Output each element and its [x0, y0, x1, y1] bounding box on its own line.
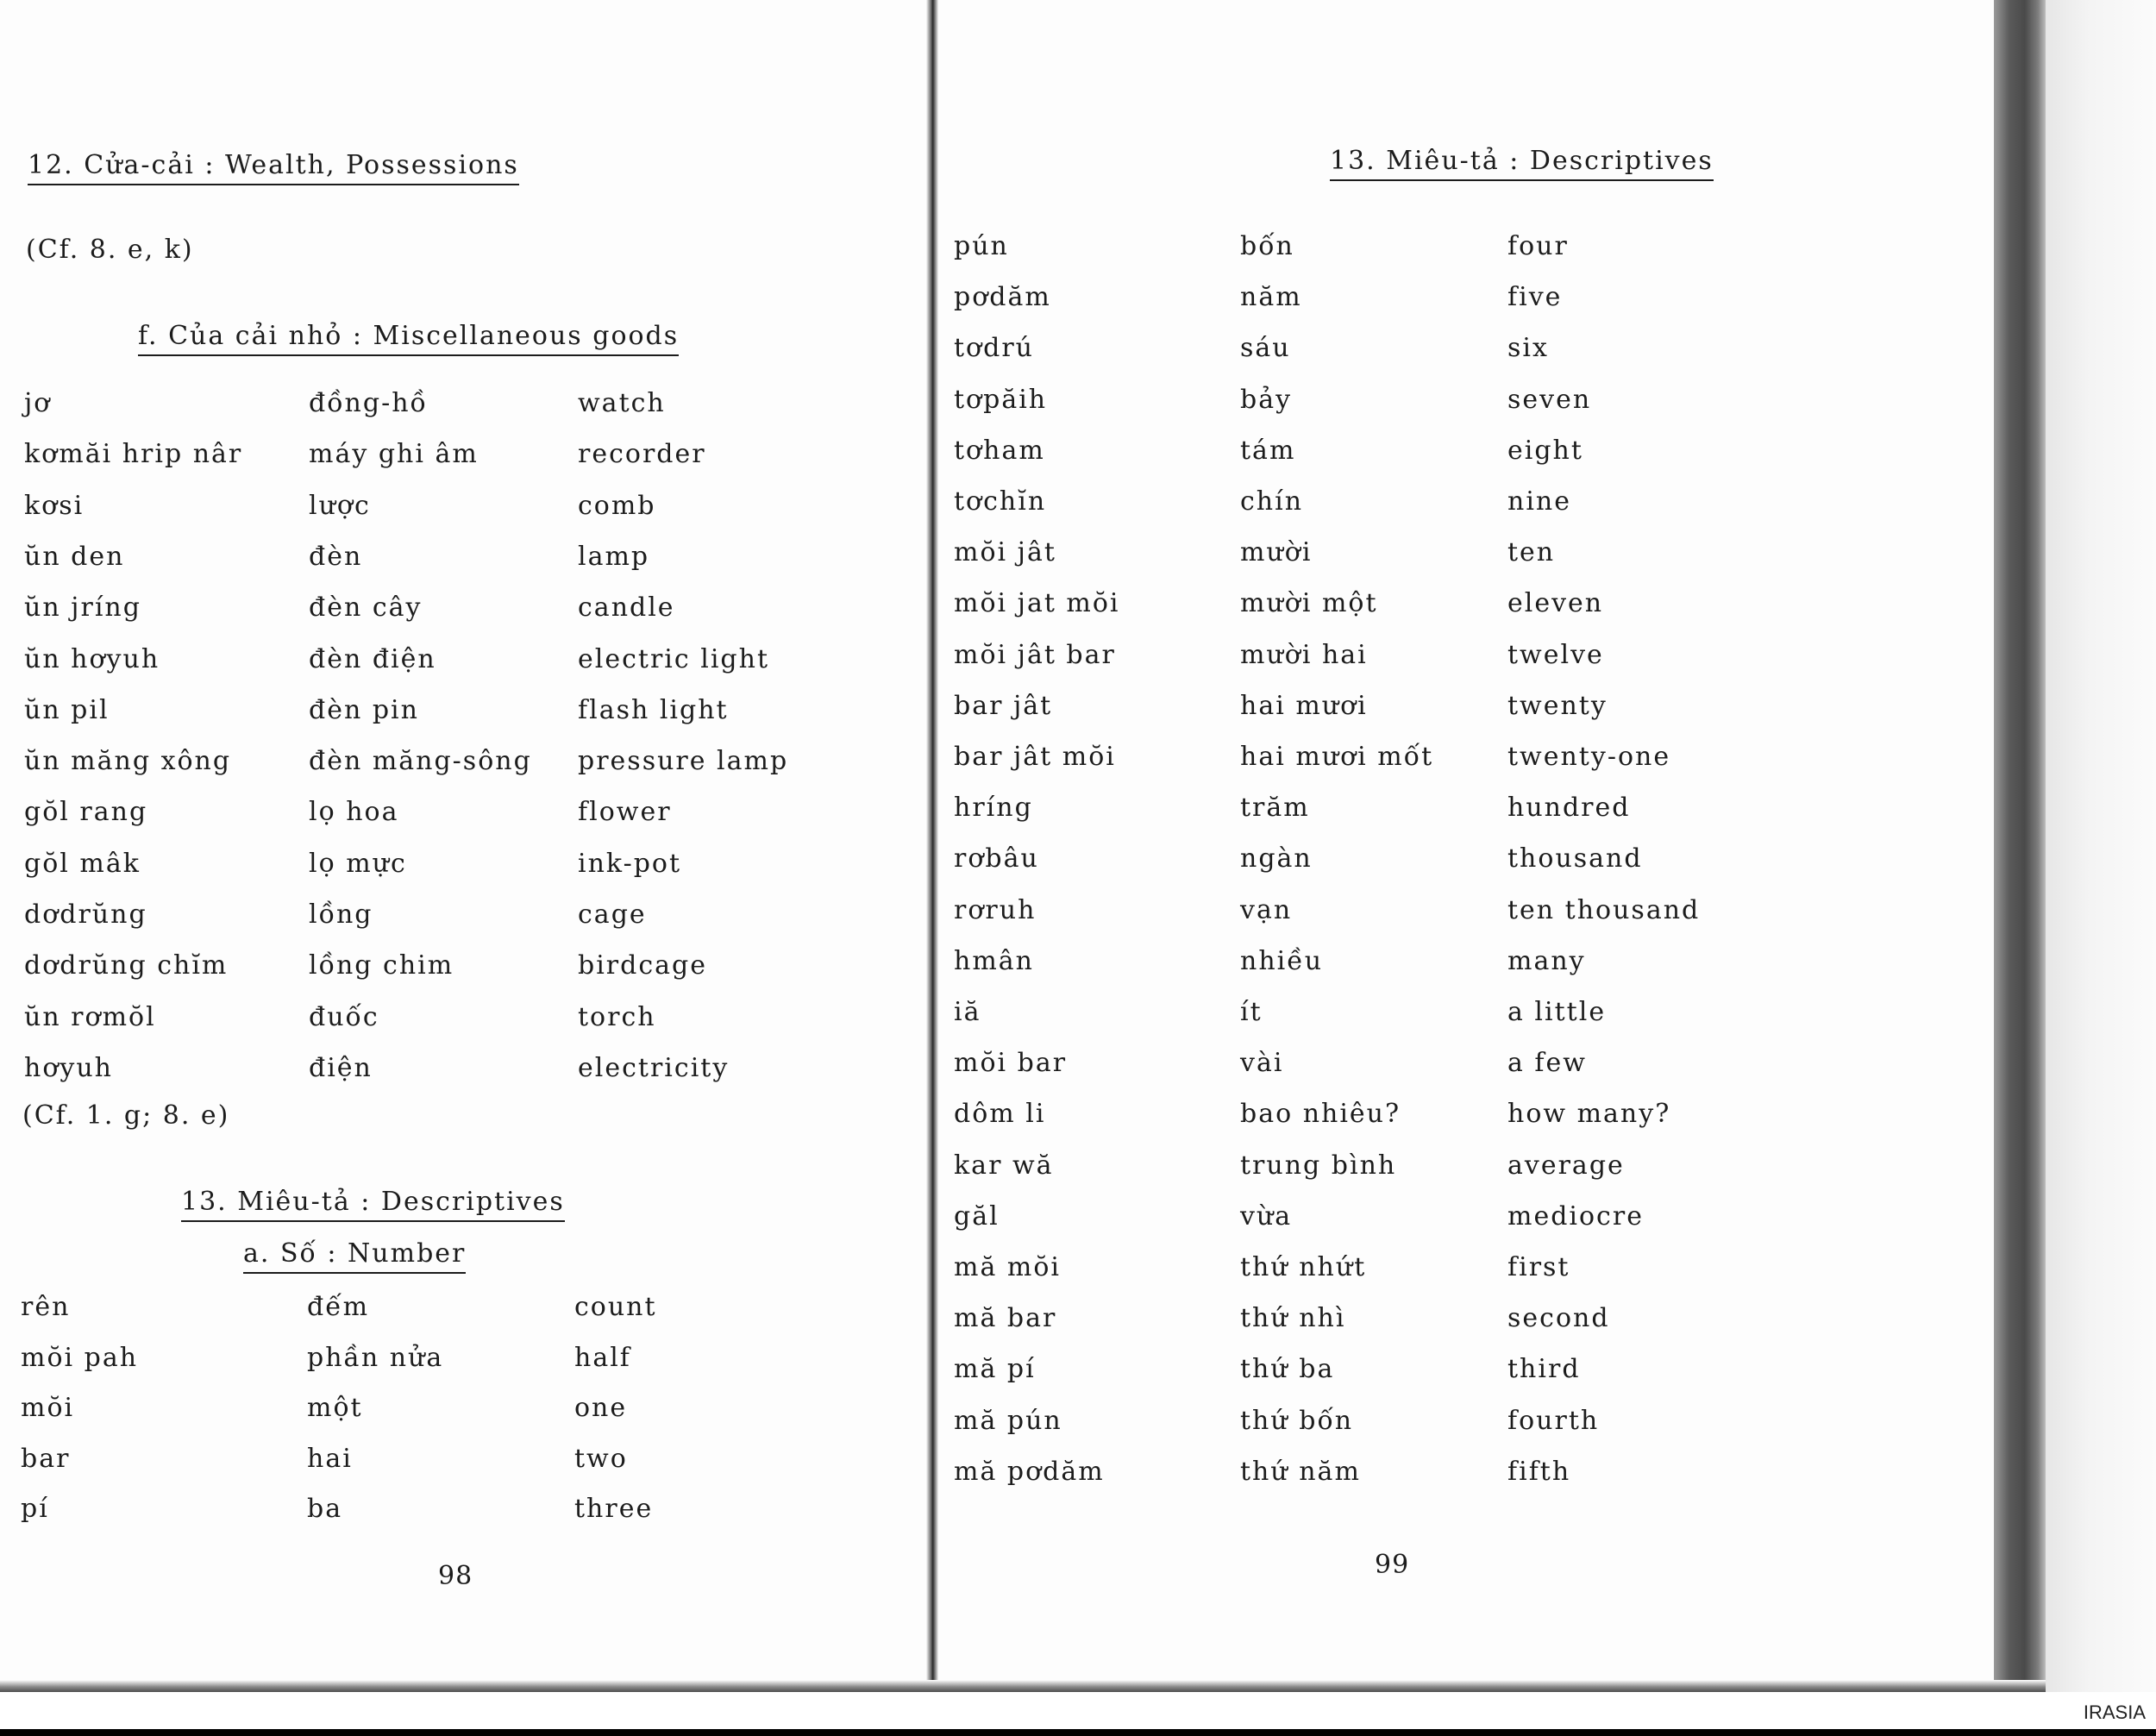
english-text: half	[574, 1342, 631, 1373]
vietnamese-text: ngàn	[1240, 843, 1313, 874]
term-text: mă pơdăm	[954, 1456, 1105, 1487]
vocabulary-row	[954, 946, 1989, 981]
vocabulary-row	[24, 491, 887, 525]
term-text: tơdrú	[954, 333, 1034, 364]
vocabulary-row	[24, 542, 887, 576]
term-text: mŏi bar	[954, 1048, 1068, 1079]
english-text: flash light	[578, 694, 729, 725]
term-text: tơham	[954, 435, 1045, 466]
vocabulary-row	[21, 1494, 883, 1528]
term-text: găl	[954, 1200, 1000, 1231]
vocabulary-row	[24, 950, 887, 985]
vietnamese-text: thứ ba	[1240, 1354, 1335, 1385]
vietnamese-text: chín	[1240, 486, 1304, 517]
english-text: second	[1507, 1303, 1610, 1334]
term-text: dơdrŭng	[24, 899, 147, 930]
vietnamese-text: vài	[1240, 1048, 1284, 1079]
english-text: birdcage	[578, 950, 707, 981]
english-text: twenty-one	[1507, 742, 1671, 772]
vocabulary-row	[954, 742, 1989, 776]
vocabulary-row	[24, 849, 887, 883]
term-text: ŭn jríng	[24, 592, 141, 624]
english-text: electricity	[578, 1052, 730, 1083]
term-text: mă mŏi	[954, 1252, 1061, 1282]
vocabulary-row	[954, 843, 1989, 878]
term-text: hơyuh	[24, 1052, 113, 1083]
term-text: dôm li	[954, 1099, 1046, 1130]
vietnamese-text: lồng chim	[309, 950, 454, 981]
english-text: cage	[578, 899, 647, 930]
vietnamese-text: đếm	[307, 1292, 370, 1322]
english-text: fourth	[1507, 1405, 1600, 1436]
english-text: candle	[578, 592, 675, 624]
vocabulary-row	[954, 1252, 1989, 1287]
vietnamese-text: lọ hoa	[309, 797, 399, 828]
english-text: recorder	[578, 439, 706, 470]
vocabulary-row	[24, 746, 887, 780]
vocabulary-row	[954, 1303, 1989, 1338]
cross-reference-top: (Cf. 8. e, k)	[26, 235, 194, 265]
vietnamese-text: lược	[309, 490, 371, 521]
english-text: twenty	[1507, 690, 1608, 721]
english-text: hundred	[1507, 793, 1631, 824]
english-text: flower	[578, 797, 672, 828]
term-text: mă bar	[954, 1303, 1057, 1334]
english-text: first	[1507, 1252, 1570, 1282]
english-text: electric light	[578, 643, 770, 674]
vocabulary-row	[21, 1444, 883, 1478]
vietnamese-text: bốn	[1240, 231, 1294, 261]
term-text: ŭn hơyuh	[24, 643, 160, 674]
term-text: iă	[954, 997, 981, 1027]
vietnamese-text: đèn	[309, 541, 363, 572]
term-text: rơbâu	[954, 843, 1039, 874]
term-text: hmân	[954, 945, 1034, 976]
term-text: kar wă	[954, 1150, 1054, 1181]
term-text: jơ	[24, 388, 52, 418]
english-text: ten thousand	[1507, 894, 1701, 925]
vocabulary-row	[24, 644, 887, 679]
vocabulary-row	[954, 588, 1989, 623]
english-text: pressure lamp	[578, 746, 789, 777]
term-text: pún	[954, 231, 1009, 261]
vietnamese-text: đèn điện	[309, 643, 436, 674]
vocabulary-row	[954, 640, 1989, 674]
term-text: tơpăih	[954, 384, 1048, 415]
vietnamese-text: hai mươi	[1240, 690, 1368, 721]
vocabulary-row	[24, 797, 887, 831]
term-text: mŏi jât	[954, 537, 1056, 568]
vietnamese-text: thứ bốn	[1240, 1405, 1354, 1436]
english-text: lamp	[578, 541, 650, 572]
term-text: mŏi pah	[21, 1342, 139, 1373]
vocabulary-row	[954, 385, 1989, 419]
term-text: ŭn măng xông	[24, 746, 232, 777]
term-text: kơsi	[24, 490, 85, 521]
english-text: comb	[578, 490, 656, 521]
term-text: pơdăm	[954, 282, 1051, 313]
vietnamese-text: tám	[1240, 435, 1296, 466]
english-text: two	[574, 1443, 628, 1474]
subsection-f-heading: f. Của cải nhỏ : Miscellaneous goods	[138, 321, 679, 356]
vocabulary-row	[24, 592, 887, 627]
english-text: thousand	[1507, 843, 1643, 874]
term-text: hríng	[954, 793, 1033, 824]
vocabulary-row	[954, 537, 1989, 572]
vietnamese-text: đèn cây	[309, 592, 423, 624]
vietnamese-text: đuốc	[309, 1001, 379, 1032]
english-text: torch	[578, 1001, 656, 1032]
vietnamese-text: bảy	[1240, 384, 1293, 415]
english-text: how many?	[1507, 1099, 1671, 1130]
vocabulary-row	[954, 282, 1989, 316]
english-text: mediocre	[1507, 1200, 1644, 1231]
term-text: bar jât	[954, 690, 1053, 721]
vietnamese-text: bao nhiêu?	[1240, 1099, 1401, 1130]
vocabulary-row	[24, 1053, 887, 1087]
scan-margin	[2046, 0, 2156, 1692]
cross-reference-bottom: (Cf. 1. g; 8. e)	[22, 1100, 230, 1131]
vietnamese-text: máy ghi âm	[309, 439, 479, 470]
vocabulary-row	[24, 439, 887, 473]
watermark: IRASIA	[2083, 1702, 2146, 1723]
vietnamese-text: ba	[307, 1494, 343, 1524]
english-text: eleven	[1507, 588, 1604, 619]
vocabulary-row	[24, 388, 887, 423]
vocabulary-row	[954, 793, 1989, 827]
vocabulary-row	[21, 1292, 883, 1326]
vietnamese-text: phần nửa	[307, 1342, 444, 1373]
vietnamese-text: lọ mực	[309, 848, 407, 879]
vietnamese-text: mười hai	[1240, 639, 1368, 670]
vocabulary-row	[24, 1002, 887, 1037]
english-text: a few	[1507, 1048, 1587, 1079]
term-text: mă pí	[954, 1354, 1036, 1385]
vietnamese-text: năm	[1240, 282, 1302, 313]
vietnamese-text: một	[307, 1393, 363, 1423]
vocabulary-row	[954, 895, 1989, 930]
english-text: ink-pot	[578, 848, 682, 879]
english-text: ten	[1507, 537, 1556, 568]
english-text: six	[1507, 333, 1549, 364]
vocabulary-row	[954, 997, 1989, 1031]
vocabulary-row	[954, 333, 1989, 367]
vietnamese-text: mười một	[1240, 588, 1378, 619]
english-text: average	[1507, 1150, 1625, 1181]
page-edge-shadow	[1994, 0, 2046, 1692]
term-text: bar jât mŏi	[954, 742, 1116, 772]
english-text: many	[1507, 945, 1586, 976]
vocabulary-row	[954, 231, 1989, 266]
english-text: watch	[578, 388, 666, 418]
english-text: seven	[1507, 384, 1592, 415]
vietnamese-text: đèn pin	[309, 694, 419, 725]
english-text: five	[1507, 282, 1563, 313]
book-gutter	[926, 0, 938, 1703]
vietnamese-text: trăm	[1240, 793, 1310, 824]
vocabulary-row	[954, 1150, 1989, 1185]
vietnamese-text: nhiều	[1240, 945, 1324, 976]
english-text: four	[1507, 231, 1569, 261]
section-13-heading-left: 13. Miêu-tả : Descriptives	[181, 1187, 565, 1222]
vietnamese-text: thứ năm	[1240, 1456, 1361, 1487]
term-text: rơruh	[954, 894, 1037, 925]
vocabulary-row	[21, 1393, 883, 1427]
term-text: mŏi jât bar	[954, 639, 1116, 670]
vocabulary-row	[954, 691, 1989, 725]
vietnamese-text: lồng	[309, 899, 373, 930]
term-text: ŭn den	[24, 541, 125, 572]
vietnamese-text: vừa	[1240, 1200, 1293, 1231]
vietnamese-text: đồng-hồ	[309, 388, 428, 418]
term-text: mă pún	[954, 1405, 1062, 1436]
page-number-right: 99	[1375, 1550, 1410, 1580]
vietnamese-text: đèn măng-sông	[309, 746, 532, 777]
section-12-heading: 12. Cửa-cải : Wealth, Possessions	[28, 150, 519, 185]
term-text: gŏl rang	[24, 797, 148, 828]
term-text: ŭn rơmŏl	[24, 1001, 156, 1032]
vocabulary-row	[954, 1099, 1989, 1133]
vietnamese-text: ít	[1240, 997, 1263, 1027]
scan-bottom-border	[0, 1729, 2156, 1736]
vietnamese-text: hai mươi mốt	[1240, 742, 1434, 772]
vietnamese-text: mười	[1240, 537, 1313, 568]
page-number-left: 98	[438, 1561, 473, 1591]
vietnamese-text: hai	[307, 1443, 353, 1474]
vietnamese-text: thứ nhứt	[1240, 1252, 1367, 1282]
english-text: count	[574, 1292, 657, 1322]
vietnamese-text: điện	[309, 1052, 373, 1083]
term-text: bar	[21, 1443, 71, 1474]
vocabulary-row	[24, 695, 887, 730]
vietnamese-text: sáu	[1240, 333, 1291, 364]
term-text: gŏl mâk	[24, 848, 141, 879]
term-text: ŭn pil	[24, 694, 110, 725]
section-13-heading-right: 13. Miêu-tả : Descriptives	[1330, 146, 1714, 181]
vocabulary-row	[21, 1343, 883, 1377]
vocabulary-row	[954, 436, 1989, 470]
english-text: nine	[1507, 486, 1571, 517]
vocabulary-row	[954, 486, 1989, 521]
vocabulary-row	[954, 1457, 1989, 1491]
term-text: rên	[21, 1292, 71, 1322]
english-text: twelve	[1507, 639, 1604, 670]
vietnamese-text: thứ nhì	[1240, 1303, 1346, 1334]
vocabulary-row	[954, 1354, 1989, 1388]
term-text: kơmăi hrip nâr	[24, 439, 243, 470]
english-text: eight	[1507, 435, 1583, 466]
english-text: fifth	[1507, 1456, 1571, 1487]
english-text: three	[574, 1494, 654, 1524]
vocabulary-row	[954, 1406, 1989, 1440]
term-text: tơchĭn	[954, 486, 1047, 517]
vocabulary-row	[954, 1201, 1989, 1236]
vietnamese-text: vạn	[1240, 894, 1293, 925]
term-text: pí	[21, 1494, 49, 1524]
vocabulary-row	[954, 1048, 1989, 1082]
term-text: mŏi	[21, 1393, 75, 1423]
vocabulary-row	[24, 899, 887, 934]
term-text: dơdrŭng chĭm	[24, 950, 229, 981]
english-text: a little	[1507, 997, 1607, 1027]
vietnamese-text: trung bình	[1240, 1150, 1397, 1181]
english-text: third	[1507, 1354, 1581, 1385]
term-text: mŏi jat mŏi	[954, 588, 1120, 619]
subsection-a-heading: a. Số : Number	[243, 1238, 466, 1274]
english-text: one	[574, 1393, 628, 1423]
